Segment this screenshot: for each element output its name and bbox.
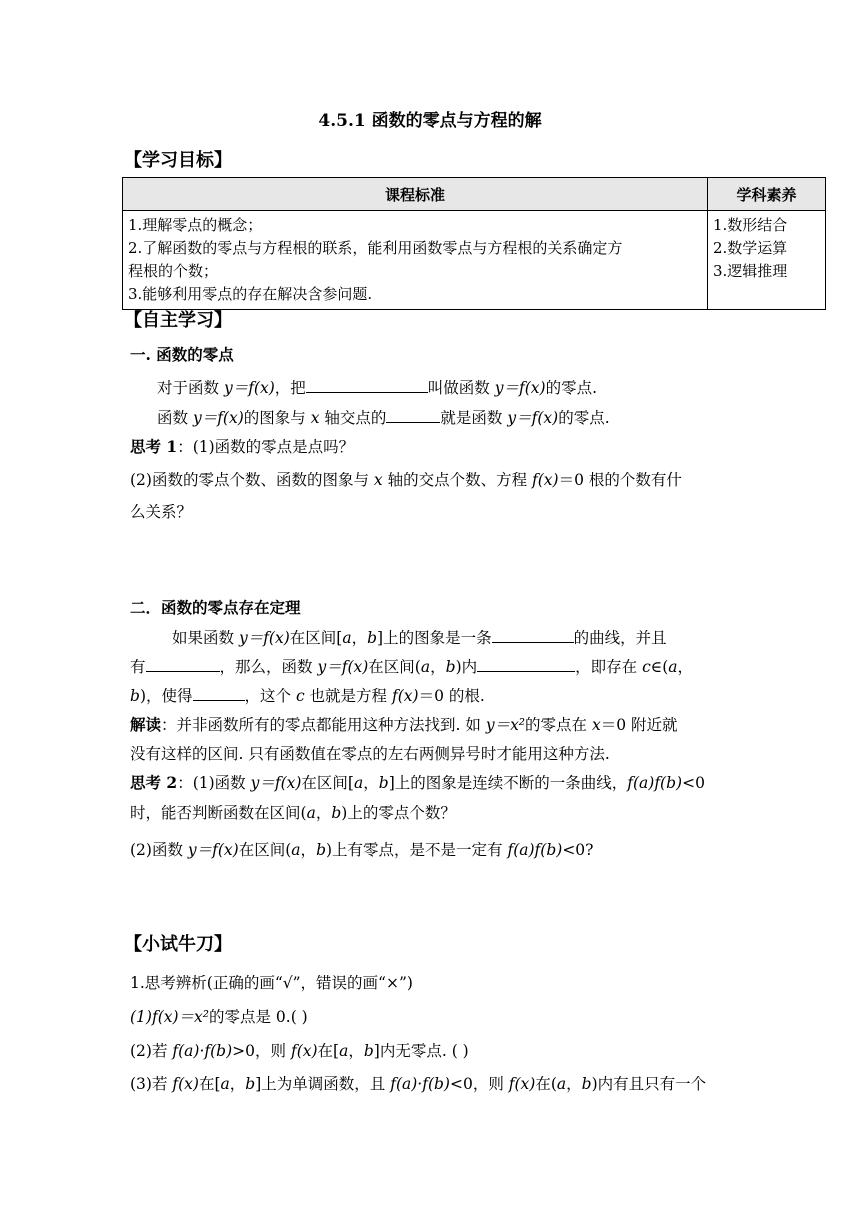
standards-cell: [123, 211, 708, 310]
practice-q1-2-line: (2)若 f(a)·f(b)>0，则 f(x)在[a，b]内无零点. ( ): [130, 1042, 469, 1060]
practice-q1-1-line: (1)f(x)＝x²的零点是 0.( ): [130, 1008, 308, 1026]
theorem-line-1: 如果函数 y＝f(x)在区间[a，b]上的图象是一条 的曲线，并且: [172, 629, 667, 647]
practice-q1-line: 1.思考辨析(正确的画“√”，错误的画“×”): [130, 974, 413, 992]
interpretation-line-1: 解读：并非函数所有的零点都能用这种方法找到. 如 y＝x²的零点在 x＝0 附近就: [130, 715, 678, 734]
header-standard: 课程标准: [123, 178, 708, 211]
zero-definition-line: 对于函数 y＝f(x)，把 叫做函数 y＝f(x)的零点.: [157, 379, 598, 397]
fill-blank[interactable]: [306, 378, 428, 393]
think1-q2-cont-line: 么关系？: [130, 503, 193, 521]
fill-blank[interactable]: [386, 408, 440, 423]
zero-graph-line: 函数 y＝f(x)的图象与 x 轴交点的 就是函数 y＝f(x)的零点.: [157, 409, 610, 427]
think2-line-1: 思考 2：(1)函数 y＝f(x)在区间[a，b]上的图象是连续不断的一条曲线，f(a)f(b)<0: [130, 773, 705, 792]
standard-item: 3.能够利用零点的存在解决含参问题.: [128, 285, 373, 303]
standard-item: 程根的个数；: [128, 262, 219, 280]
goals-table: [122, 177, 826, 310]
fill-blank[interactable]: [492, 628, 574, 643]
theorem-line-3: b)，使得 ，这个 c 也就是方程 f(x)＝0 的根.: [130, 687, 485, 705]
section-goals-heading: 【学习目标】: [124, 150, 232, 171]
practice-q1-3-line: (3)若 f(x)在[a，b]上为单调函数，且 f(a)·f(b)<0，则 f(x)在(a，b)内有且只有一个: [130, 1075, 707, 1093]
think1-q2-line: (2)函数的零点个数、函数的图象与 x 轴的交点个数、方程 f(x)＝0 根的个数有什: [130, 471, 682, 489]
literacy-item: 3.逻辑推理: [713, 262, 788, 280]
part1-heading: 一. 函数的零点: [130, 345, 234, 364]
think2-line-2: 时，能否判断函数在区间(a，b)上的零点个数？: [130, 804, 456, 822]
think1-line: 思考 1：(1)函数的零点是点吗？: [130, 437, 355, 456]
standard-item: 1.理解零点的概念；: [128, 216, 263, 234]
page-title: 4.5.1 函数的零点与方程的解: [318, 111, 542, 131]
theorem-line-2: 有 ，那么，函数 y＝f(x)在区间(a，b)内 ，即存在 c∈(a，: [130, 658, 694, 676]
think2-q2-line: (2)函数 y＝f(x)在区间(a，b)上有零点，是不是一定有 f(a)f(b)<0?: [130, 841, 594, 859]
literacy-item: 1.数形结合: [713, 216, 788, 234]
standard-item: 2.了解函数的零点与方程根的联系，能利用函数零点与方程根的关系确定方: [128, 239, 623, 257]
header-literacy: 学科素养: [708, 178, 826, 211]
interpretation-line-2: 没有这样的区间. 只有函数值在零点的左右两侧异号时才能用这种方法.: [130, 745, 610, 763]
fill-blank[interactable]: [477, 657, 575, 672]
section-practice-heading: 【小试牛刀】: [124, 934, 232, 955]
fill-blank[interactable]: [146, 657, 220, 672]
section-self-study-heading: 【自主学习】: [124, 310, 232, 331]
part2-heading: 二．函数的零点存在定理: [130, 598, 301, 617]
literacy-item: 2.数学运算: [713, 239, 788, 257]
literacy-cell: [708, 211, 826, 310]
fill-blank[interactable]: [193, 686, 245, 701]
